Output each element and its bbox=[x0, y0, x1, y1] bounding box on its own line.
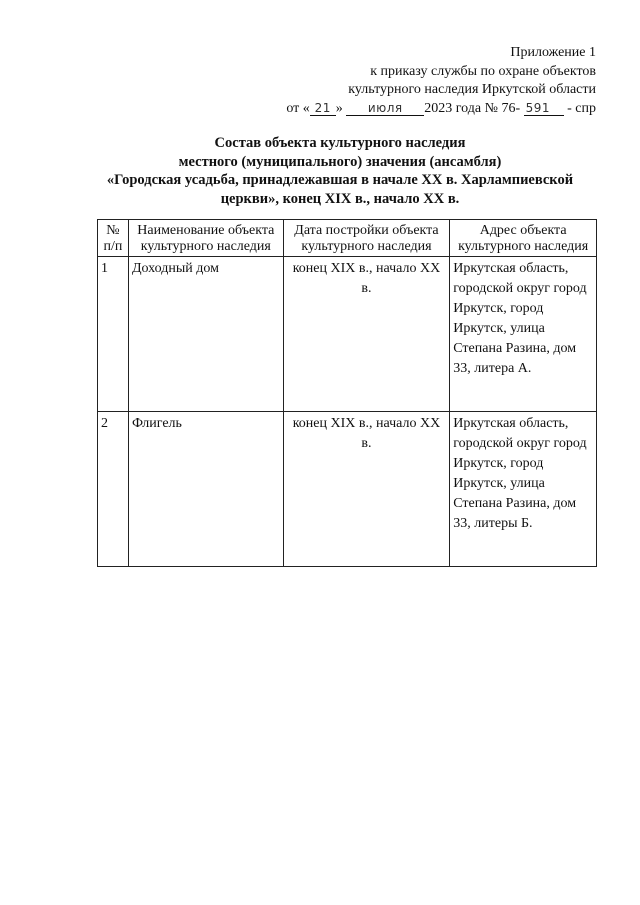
order-date-line bbox=[286, 100, 596, 119]
heritage-objects-table bbox=[97, 219, 597, 567]
header-address: Адрес объекта культурного наследия bbox=[450, 220, 597, 257]
date-quote-close: » bbox=[335, 100, 343, 116]
handwritten-order-number: 591 bbox=[524, 102, 564, 116]
header-construction-date: Дата постройки объекта культурного наследия bbox=[283, 220, 450, 257]
title-line-1: Состав объекта культурного наследия bbox=[214, 135, 466, 151]
year-and-number-text: 2023 года № 76- bbox=[424, 100, 521, 116]
cell-construction-date: конец XIX в., начало XX в. bbox=[283, 257, 450, 412]
cell-number: 1 bbox=[98, 257, 129, 412]
header-number: № п/п bbox=[98, 220, 129, 257]
order-suffix: - спр bbox=[567, 100, 596, 116]
order-reference-line: к приказу службы по охране объектов bbox=[370, 63, 596, 79]
cell-address: Иркутская область, городской округ город Иркутск, город Иркутск, улица Степана Разина, дом 33, литеры Б. bbox=[450, 412, 597, 567]
document-title bbox=[70, 134, 610, 208]
table-row bbox=[98, 412, 597, 567]
cell-object-name: Флигель bbox=[128, 412, 283, 567]
service-name-line: культурного наследия Иркутской области bbox=[348, 82, 596, 97]
table-row bbox=[98, 257, 597, 412]
handwritten-day: 21 bbox=[310, 102, 336, 116]
cell-object-name: Доходный дом bbox=[128, 257, 283, 412]
appendix-header bbox=[286, 44, 596, 118]
cell-construction-date: конец XIX в., начало XX в. bbox=[283, 412, 450, 567]
title-line-2: местного (муниципального) значения (ансамбля) bbox=[178, 153, 502, 170]
cell-number: 2 bbox=[98, 412, 129, 567]
date-prefix: от « bbox=[286, 100, 310, 116]
cell-address: Иркутская область, городской округ город Иркутск, город Иркутск, улица Степана Разина, дом 33, литера А. bbox=[450, 257, 597, 412]
handwritten-month: июля bbox=[346, 102, 424, 116]
title-line-4: церкви», конец XIX в., начало XX в. bbox=[220, 190, 460, 207]
title-line-3: «Городская усадьба, принадлежавшая в начале XX в. Харлампиевской bbox=[106, 172, 574, 188]
table-header-row bbox=[98, 220, 597, 257]
appendix-label: Приложение 1 bbox=[510, 45, 596, 60]
header-object-name: Наименование объекта культурного наследия bbox=[128, 220, 283, 257]
